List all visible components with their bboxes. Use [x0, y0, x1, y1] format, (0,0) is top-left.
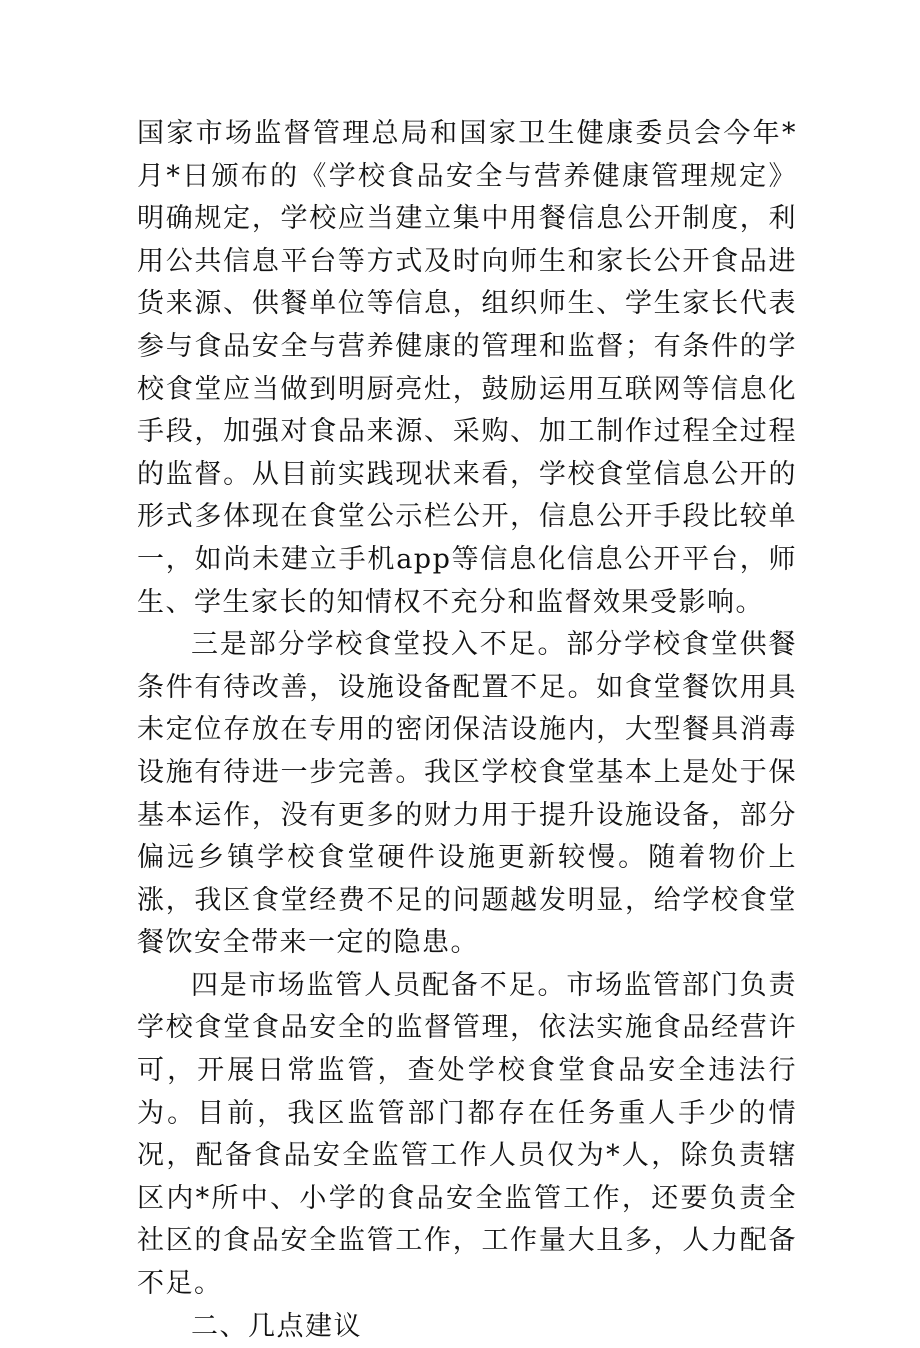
paragraph-food-safety-regulation: 国家市场监督管理总局和国家卫生健康委员会今年*月*日颁布的《学校食品安全与营养健康管理规定》明确规定，学校应当建立集中用餐信息公开制度，利用公共信息平台等方式及时向师生和家长公开食品进货来源、供餐单位等信息，组织师生、学生家长代表参与食品安全与营养健康的管理和监督；有条件的学校食堂应当做到明厨亮灶，鼓励运用互联网等信息化手段，加强对食品来源、采购、加工制作过程全过程的监督。从目前实践现状来看，学校食堂信息公开的形式多体现在食堂公示栏公开，信息公开手段比较单一，如尚未建立手机app等信息化信息公开平台，师生、学生家长的知情权不充分和监督效果受影响。	[137, 118, 797, 618]
section-heading-suggestions: 二、几点建议	[191, 1310, 362, 1342]
paragraph-insufficient-investment: 三是部分学校食堂投入不足。部分学校食堂供餐条件有待改善，设施设备配置不足。如食堂餐饮用具未定位存放在专用的密闭保洁设施内，大型餐具消毒设施有待进一步完善。我区学校食堂基本上是处于保基本运作，没有更多的财力用于提升设施设备，部分偏远乡镇学校食堂硬件设施更新较慢。随着物价上涨，我区食堂经费不足的问题越发明显，给学校食堂餐饮安全带来一定的隐患。	[137, 629, 797, 959]
paragraph-insufficient-staffing: 四是市场监管人员配备不足。市场监管部门负责学校食堂食品安全的监督管理，依法实施食品经营许可，开展日常监管，查处学校食堂食品安全违法行为。目前，我区监管部门都存在任务重人手少的情况，配备食品安全监管工作人员仅为*人，除负责辖区内*所中、小学的食品安全监管工作，还要负责全社区的食品安全监管工作，工作量大且多，人力配备不足。	[137, 969, 797, 1300]
document-body	[137, 113, 797, 1348]
